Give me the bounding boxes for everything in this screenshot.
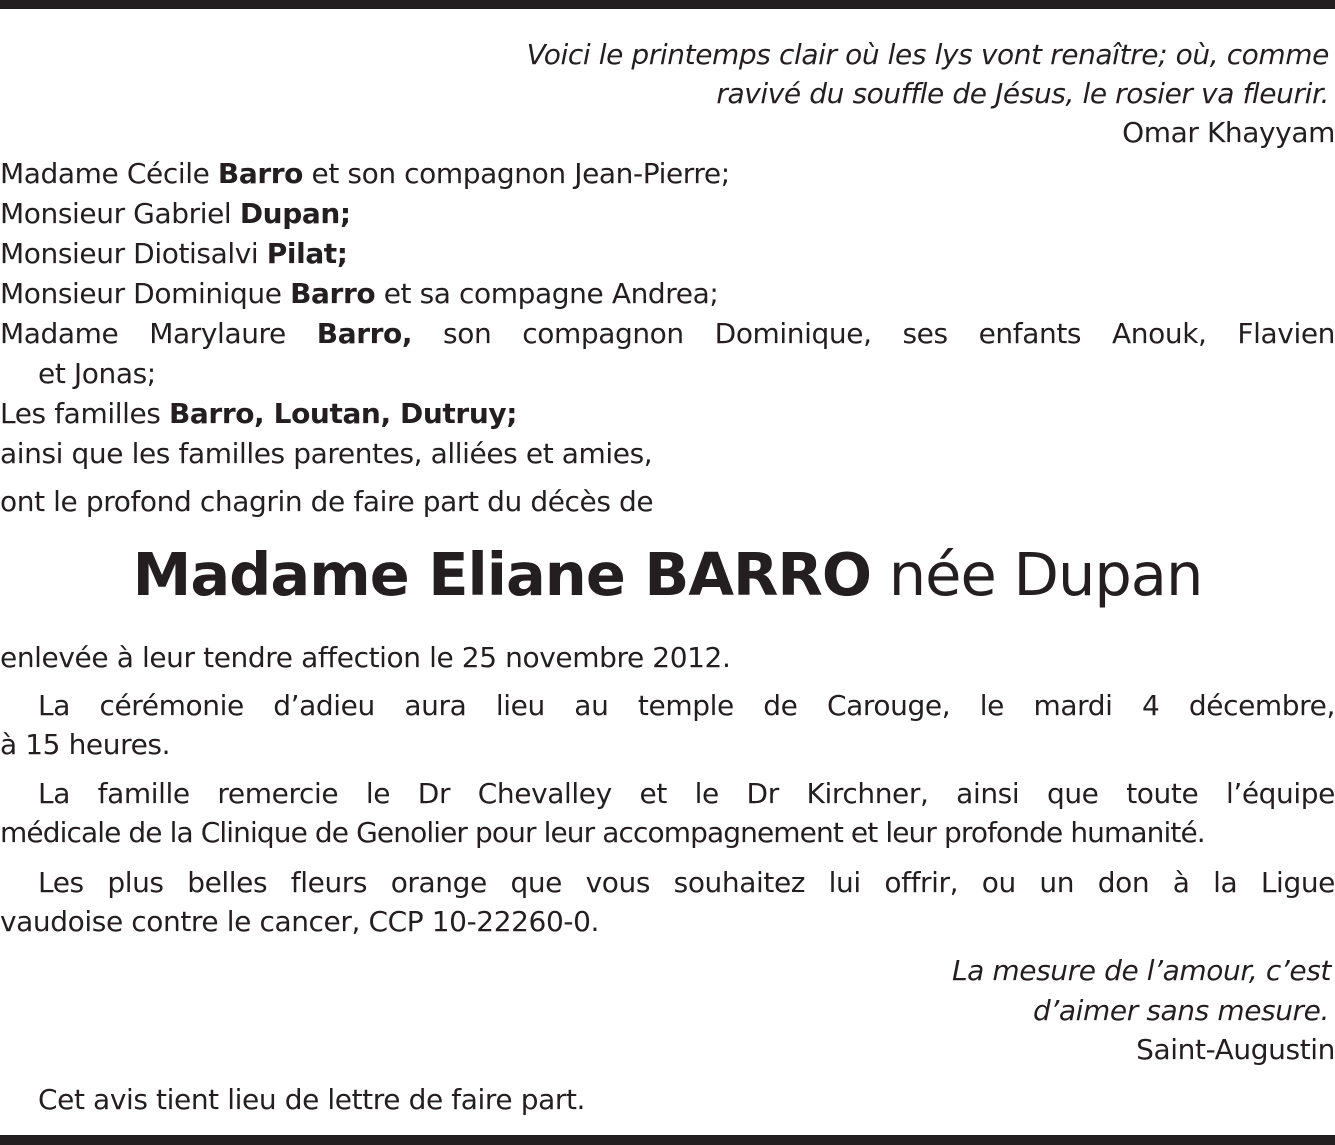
mourner-line	[0, 396, 1335, 432]
mourner-text: Madame Cécile	[0, 157, 218, 190]
mourner-text: ainsi que les familles parentes, alliées et amies,	[0, 437, 653, 470]
epigraph-bottom-author: Saint-Augustin	[1136, 1033, 1335, 1066]
mourner-text: Les familles	[0, 397, 169, 430]
epigraph-bottom-line-1: La mesure de l’amour, c’est	[951, 954, 1331, 987]
flowers-paragraph-line-2: vaudoise contre le cancer, CCP 10-22260-0.	[0, 905, 599, 938]
mourner-text: son compagnon Dominique, ses enfants Anouk, Flavien	[412, 317, 1335, 350]
deceased-maiden-name: née Dupan	[871, 540, 1203, 609]
flowers-paragraph-line-1: Les plus belles fleurs orange que vous souhaitez lui offrir, ou un don à la Ligue	[38, 866, 1335, 899]
top-rule	[0, 0, 1335, 9]
bottom-rule	[0, 1135, 1335, 1145]
mourner-surname: Barro	[217, 157, 304, 190]
mourner-text: Monsieur Diotisalvi	[0, 237, 267, 270]
closing-note: Cet avis tient lieu de lettre de faire part.	[38, 1083, 586, 1116]
mourner-text: et son compagnon Jean-Pierre;	[303, 157, 730, 190]
announcement: ont le profond chagrin de faire part du décès de	[0, 485, 654, 518]
mourner-surname: Pilat;	[266, 237, 348, 270]
mourner-surname: Barro, Loutan, Dutruy;	[168, 397, 518, 430]
epigraph-top-author: Omar Khayyam	[1122, 116, 1335, 149]
mourner-line	[0, 236, 1335, 272]
mourner-surname: Dupan;	[239, 197, 351, 230]
mourner-text: Madame Marylaure	[0, 317, 317, 350]
mourner-text: Monsieur Gabriel	[0, 197, 240, 230]
epigraph-bottom-line-2: d’aimer sans mesure.	[1033, 994, 1329, 1027]
mourner-line-continuation: et Jonas;	[38, 357, 156, 390]
deceased-name-bold: Madame Eliane BARRO	[132, 540, 872, 609]
thanks-paragraph-line-1: La famille remercie le Dr Chevalley et le Dr Kirchner, ainsi que toute l’équipe	[38, 777, 1335, 810]
mourner-surname: Barro,	[316, 317, 413, 350]
thanks-paragraph-line-2: médicale de la Clinique de Genolier pour leur accompagnement et leur profonde humanité.	[0, 816, 1205, 849]
mourner-surname: Barro	[290, 277, 376, 310]
ceremony-paragraph-line-2: à 15 heures.	[0, 728, 171, 761]
date-line: enlevée à leur tendre affection le 25 novembre 2012.	[0, 641, 731, 674]
epigraph-top-line-1: Voici le printemps clair où les lys vont renaître; où, comme	[526, 38, 1329, 71]
mourner-text: Monsieur Dominique	[0, 277, 291, 310]
mourner-line	[0, 276, 1335, 312]
ceremony-paragraph-line-1: La cérémonie d’adieu aura lieu au temple de Carouge, le mardi 4 décembre,	[38, 689, 1335, 722]
epigraph-top-line-2: ravivé du souffle de Jésus, le rosier va fleurir.	[716, 77, 1329, 110]
mourner-line	[0, 316, 1335, 352]
mourner-line	[0, 436, 1335, 472]
deceased-name	[0, 538, 1335, 612]
mourner-line	[0, 156, 1335, 192]
mourner-line	[0, 196, 1335, 232]
mourner-text: et sa compagne Andrea;	[375, 277, 719, 310]
